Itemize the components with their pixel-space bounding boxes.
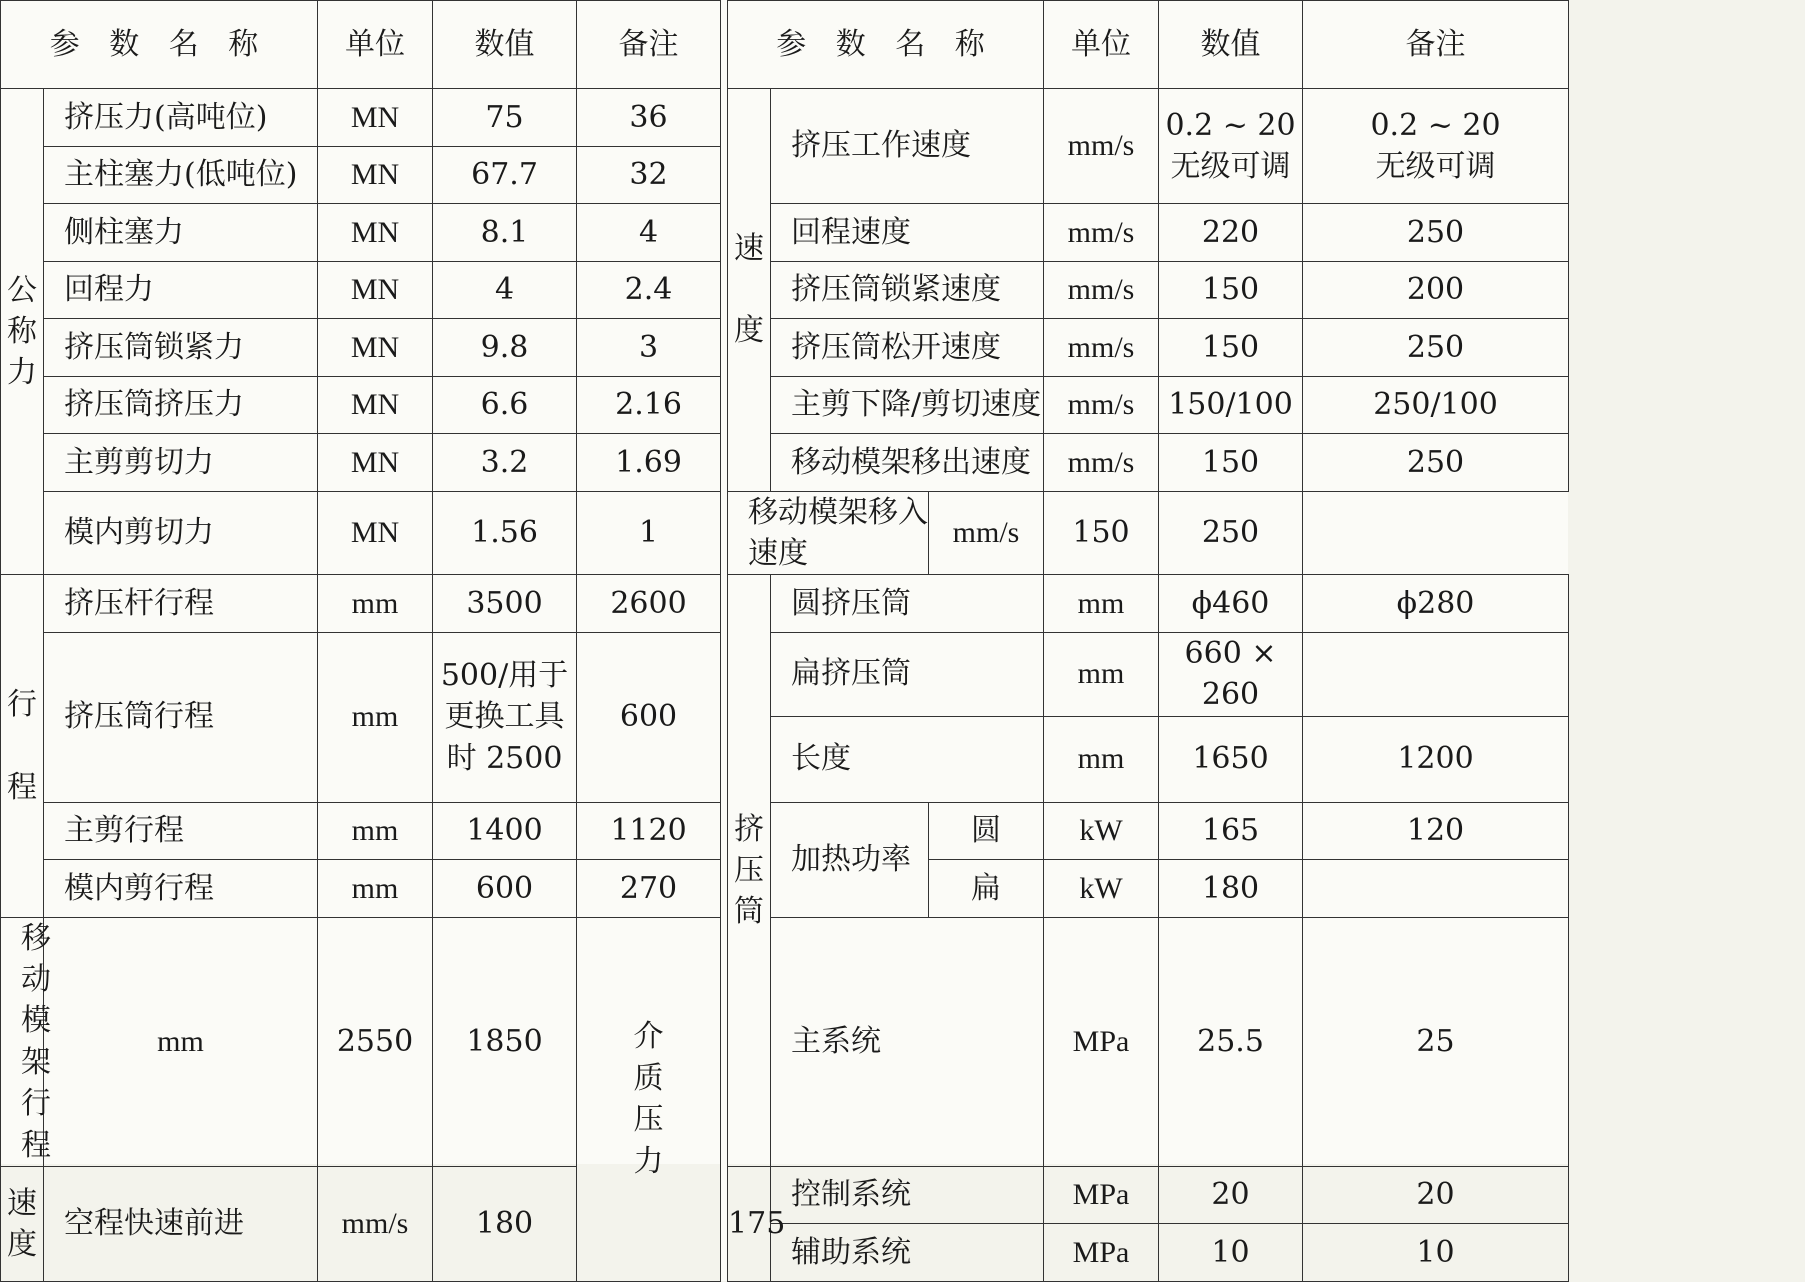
param-note: 1.69	[577, 434, 721, 492]
param-note: 1850	[433, 917, 577, 1166]
param-note: 600	[577, 632, 721, 802]
param-unit: mm/s	[929, 491, 1044, 575]
param-name: 长度	[771, 716, 1044, 802]
param-name: 挤压筒行程	[44, 632, 318, 802]
param-note: 250	[1303, 204, 1569, 262]
param-value: 1.56	[433, 491, 577, 575]
param-note: 0.2 ~ 20 无级可调	[1303, 89, 1569, 204]
param-unit: mm/s	[1044, 89, 1159, 204]
param-name: 挤压筒挤压力	[44, 376, 318, 434]
param-name: 扁挤压筒	[771, 632, 1044, 716]
param-value: 3.2	[433, 434, 577, 492]
param-note: 4	[577, 204, 721, 262]
param-note: 3	[577, 319, 721, 377]
param-note: 175	[728, 1166, 771, 1281]
param-value: 1650	[1159, 716, 1303, 802]
param-value: 150	[1159, 319, 1303, 377]
heat-sub-flat: 扁	[929, 860, 1044, 918]
param-unit: MPa	[1044, 917, 1159, 1166]
param-note: 2.16	[577, 376, 721, 434]
param-unit: mm/s	[1044, 319, 1159, 377]
param-note: 1	[577, 491, 721, 575]
table-row	[1, 89, 1569, 147]
param-unit: mm	[318, 802, 433, 860]
param-unit: MN	[318, 261, 433, 319]
param-value: 180	[433, 1166, 577, 1281]
param-name: 移动模架行程	[1, 917, 44, 1166]
param-value: 220	[1159, 204, 1303, 262]
param-unit: kW	[1044, 802, 1159, 860]
param-note: 1200	[1303, 716, 1569, 802]
param-unit: mm/s	[318, 1166, 433, 1281]
param-unit: mm	[1044, 632, 1159, 716]
table-row	[1, 434, 1569, 492]
param-name: 模内剪切力	[44, 491, 318, 575]
param-value: 20	[1159, 1166, 1303, 1224]
header-value-left: 数值	[433, 1, 577, 89]
param-note: 250	[1303, 319, 1569, 377]
table-row	[1, 1166, 1569, 1224]
param-value: 8.1	[433, 204, 577, 262]
param-note: 20	[1303, 1166, 1569, 1224]
param-note: 2.4	[577, 261, 721, 319]
group-label-speed: 速 度	[728, 89, 771, 492]
param-unit: mm	[318, 575, 433, 633]
param-unit: MN	[318, 491, 433, 575]
param-note	[1303, 860, 1569, 918]
param-unit: MN	[318, 376, 433, 434]
param-note: 1120	[577, 802, 721, 860]
param-note: 2600	[577, 575, 721, 633]
param-name: 回程力	[44, 261, 318, 319]
param-name: 侧柱塞力	[44, 204, 318, 262]
table-row	[1, 261, 1569, 319]
param-unit: mm	[318, 632, 433, 802]
param-name: 挤压筒锁紧速度	[771, 261, 1044, 319]
group-label-stroke: 行 程	[1, 575, 44, 917]
param-name: 控制系统	[771, 1166, 1044, 1224]
param-name: 空程快速前进	[44, 1166, 318, 1281]
param-name: 挤压力(高吨位)	[44, 89, 318, 147]
table-row	[1, 632, 1569, 716]
param-unit: kW	[1044, 860, 1159, 918]
param-note: 25	[1303, 917, 1569, 1166]
param-unit: MN	[318, 204, 433, 262]
param-unit: mm/s	[1044, 376, 1159, 434]
header-name-left: 参 数 名 称	[1, 1, 318, 89]
param-name: 辅助系统	[771, 1224, 1044, 1282]
column-divider	[721, 1, 728, 1282]
param-note: 10	[1303, 1224, 1569, 1282]
param-value: 180	[1159, 860, 1303, 918]
param-name: 主柱塞力(低吨位)	[44, 146, 318, 204]
param-value: 75	[433, 89, 577, 147]
param-note: 32	[577, 146, 721, 204]
group-label-nominal-force: 公 称 力	[1, 89, 44, 575]
header-value-right: 数值	[1159, 1, 1303, 89]
param-value: 3500	[433, 575, 577, 633]
table-row	[1, 319, 1569, 377]
param-value: 0.2 ~ 20 无级可调	[1159, 89, 1303, 204]
param-note: 250	[1159, 491, 1303, 575]
table-row	[1, 204, 1569, 262]
param-value: 9.8	[433, 319, 577, 377]
param-value: 600	[433, 860, 577, 918]
header-unit-right: 单位	[1044, 1, 1159, 89]
param-unit: MN	[318, 319, 433, 377]
param-unit: mm/s	[1044, 261, 1159, 319]
param-unit: mm	[318, 860, 433, 918]
header-note-left: 备注	[577, 1, 721, 89]
heat-sub-round: 圆	[929, 802, 1044, 860]
group-label-medium-pressure: 介 质 压 力	[577, 917, 721, 1281]
param-unit: mm	[1044, 716, 1159, 802]
param-value: 660 × 260	[1159, 632, 1303, 716]
param-value: 1400	[433, 802, 577, 860]
param-value: 165	[1159, 802, 1303, 860]
param-value: 6.6	[433, 376, 577, 434]
param-name: 模内剪行程	[44, 860, 318, 918]
header-row	[1, 1, 1569, 89]
param-note: 36	[577, 89, 721, 147]
param-note: 270	[577, 860, 721, 918]
param-unit: mm/s	[1044, 434, 1159, 492]
header-unit-left: 单位	[318, 1, 433, 89]
param-value: 10	[1159, 1224, 1303, 1282]
param-name: 挤压杆行程	[44, 575, 318, 633]
param-note: ϕ280	[1303, 575, 1569, 633]
param-name: 圆挤压筒	[771, 575, 1044, 633]
param-name: 挤压工作速度	[771, 89, 1044, 204]
param-name: 挤压筒松开速度	[771, 319, 1044, 377]
param-unit: mm/s	[1044, 204, 1159, 262]
table-row	[1, 376, 1569, 434]
param-unit: mm	[44, 917, 318, 1166]
param-name: 移动模架移出速度	[771, 434, 1044, 492]
param-unit: MPa	[1044, 1224, 1159, 1282]
param-value: 25.5	[1159, 917, 1303, 1166]
param-note: 200	[1303, 261, 1569, 319]
header-note-right: 备注	[1303, 1, 1569, 89]
table-row	[1, 491, 1569, 575]
param-value: 2550	[318, 917, 433, 1166]
param-value: 150	[1044, 491, 1159, 575]
table-row	[1, 917, 1569, 1166]
param-value: 150/100	[1159, 376, 1303, 434]
param-note: 250/100	[1303, 376, 1569, 434]
param-name: 加热功率	[771, 802, 929, 917]
param-note: 250	[1303, 434, 1569, 492]
param-name: 移动模架移入速度	[728, 491, 929, 575]
group-label-container: 挤 压 筒	[728, 575, 771, 1167]
param-name: 回程速度	[771, 204, 1044, 262]
param-note: 120	[1303, 802, 1569, 860]
param-unit: MN	[318, 146, 433, 204]
param-name: 挤压筒锁紧力	[44, 319, 318, 377]
group-label-idle-speed: 速 度	[1, 1166, 44, 1281]
table-row	[1, 575, 1569, 633]
param-name: 主剪下降/剪切速度	[771, 376, 1044, 434]
param-value: 67.7	[433, 146, 577, 204]
param-name: 主剪行程	[44, 802, 318, 860]
param-value: 500/用于 更换工具 时 2500	[433, 632, 577, 802]
param-name: 主剪剪切力	[44, 434, 318, 492]
param-value: 150	[1159, 261, 1303, 319]
param-unit: MPa	[1044, 1166, 1159, 1224]
param-unit: MN	[318, 434, 433, 492]
param-note	[1303, 632, 1569, 716]
param-value: 4	[433, 261, 577, 319]
header-name-right: 参 数 名 称	[728, 1, 1044, 89]
param-unit: MN	[318, 89, 433, 147]
table-row	[1, 802, 1569, 860]
param-value: 150	[1159, 434, 1303, 492]
param-unit: mm	[1044, 575, 1159, 633]
param-name: 主系统	[771, 917, 1044, 1166]
param-value: ϕ460	[1159, 575, 1303, 633]
